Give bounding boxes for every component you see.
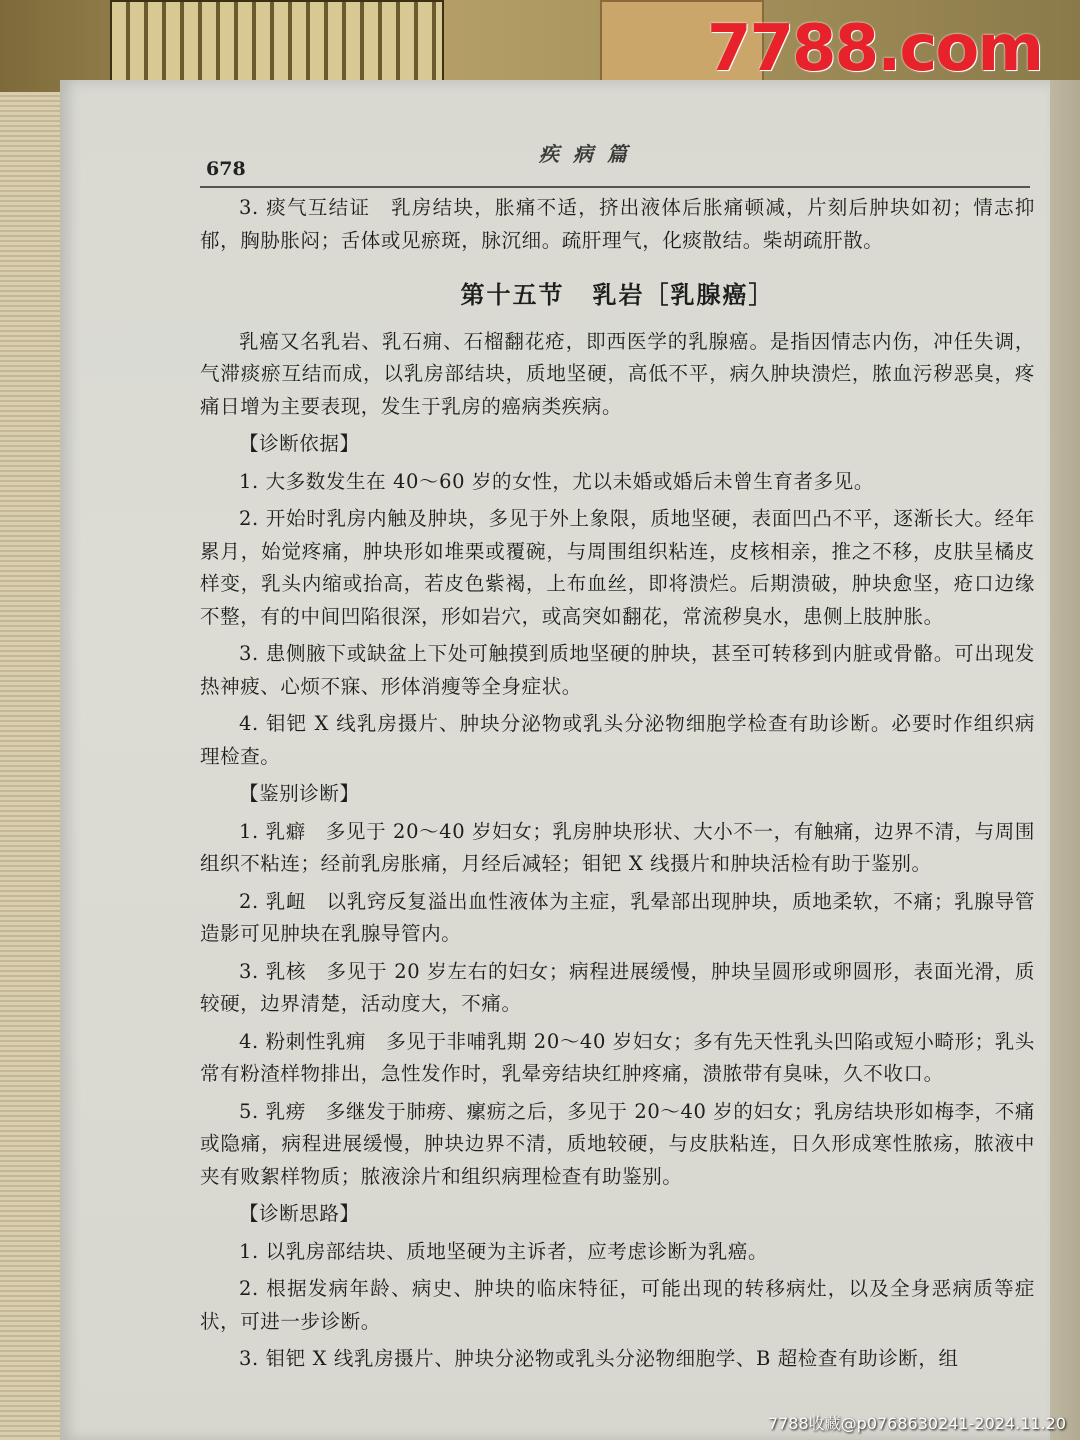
list-item: 2. 开始时乳房内触及肿块，多见于外上象限，质地坚硬，表面凹凸不平，逐渐长大。经年累月，始觉疼痛，肿块形如堆栗或覆碗，与周围组织粘连，皮核相亲，推之不移，皮肤呈橘皮样变，乳头内缩或抬高，若皮色紫褐，上布血丝，即将溃烂。后期溃破，肿块愈坚，疮口边缘不整，有的中间凹陷很深，形如岩穴，或高突如翻花，常流秽臭水，患侧上肢肿胀。 bbox=[200, 507, 1035, 628]
list-item: 3. 乳核 多见于 20 岁左右的妇女；病程进展缓慢，肿块呈圆形或卵圆形，表面光滑，质较硬，边界清楚，活动度大，不痛。 bbox=[200, 959, 1035, 1015]
diagnosis-basis-heading: 【诊断依据】 bbox=[239, 432, 360, 455]
book-page bbox=[60, 80, 1050, 1440]
section-name: 乳岩［乳腺癌］ bbox=[592, 281, 775, 309]
page-body bbox=[200, 192, 1035, 1381]
list-item: 4. 钼钯 X 线乳房摄片、肿块分泌物或乳头分泌物细胞学检查有助诊断。必要时作组织病理检查。 bbox=[200, 712, 1035, 768]
paragraph: 3. 痰气互结证 乳房结块，胀痛不适，挤出液体后胀痛顿减，片刻后肿块如初；情志抑郁，胸胁胀闷；舌体或见瘀斑，脉沉细。疏肝理气，化痰散结。柴胡疏肝散。 bbox=[200, 196, 1035, 252]
watermark-logo: 7788.com bbox=[706, 12, 1042, 86]
intro-paragraph: 乳癌又名乳岩、乳石痈、石榴翻花疮，即西医学的乳腺癌。是指因情志内伤，冲任失调，气滞痰瘀互结而成，以乳房部结块，质地坚硬，高低不平，病久肿块溃烂，脓血污秽恶臭，疼痛日增为主要表现，发生于乳房的癌病类疾病。 bbox=[200, 329, 1035, 418]
header-rule bbox=[200, 186, 1030, 188]
list-item: 1. 乳癖 多见于 20～40 岁妇女；乳房肿块形状、大小不一，有触痛，边界不清，与周围组织不粘连；经前乳房胀痛，月经后减轻；钼钯 X 线摄片和肿块活检有助于鉴别。 bbox=[200, 819, 1035, 875]
list-item: 1. 大多数发生在 40～60 岁的女性，尤以未婚或婚后未曾生育者多见。 bbox=[239, 469, 874, 493]
running-head: 疾病篇 bbox=[539, 142, 641, 166]
differential-diagnosis-heading: 【鉴别诊断】 bbox=[239, 782, 360, 805]
list-item: 2. 乳衄 以乳窍反复溢出血性液体为主症，乳晕部出现肿块，质地柔软，不痛；乳腺导管造影可见肿块在乳腺导管内。 bbox=[200, 889, 1035, 945]
section-title bbox=[200, 279, 1035, 312]
list-item: 1. 以乳房部结块、质地坚硬为主诉者，应考虑诊断为乳癌。 bbox=[239, 1239, 769, 1263]
watermark-footer: 7788收藏@p0768630241-2024.11.20 bbox=[767, 1414, 1066, 1433]
section-number: 第十五节 bbox=[460, 281, 565, 309]
book-spine bbox=[110, 0, 444, 82]
list-item: 5. 乳痨 多继发于肺痨、瘰疬之后，多见于 20～40 岁的妇女；乳房结块形如梅李，不痛或隐痛，病程进展缓慢，肿块边界不清，质地较硬，与皮肤粘连，日久形成寒性脓疡，脓液中夹有败絮样物质；脓液涂片和组织病理检查有助鉴别。 bbox=[200, 1099, 1035, 1188]
page-number: 678 bbox=[206, 158, 246, 180]
list-item: 3. 钼钯 X 线乳房摄片、肿块分泌物或乳头分泌物细胞学、B 超检查有助诊断，组 bbox=[239, 1347, 959, 1370]
diagnosis-approach-heading: 【诊断思路】 bbox=[239, 1202, 360, 1225]
page-stack-edge bbox=[0, 92, 64, 1440]
list-item: 2. 根据发病年龄、病史、肿块的临床特征，可能出现的转移病灶，以及全身恶病质等症状，可进一步诊断。 bbox=[200, 1277, 1035, 1333]
list-item: 3. 患侧腋下或缺盆上下处可触摸到质地坚硬的肿块，甚至可转移到内脏或骨骼。可出现发热神疲、心烦不寐、形体消瘦等全身症状。 bbox=[200, 642, 1035, 698]
list-item: 4. 粉刺性乳痈 多见于非哺乳期 20～40 岁妇女；多有先天性乳头凹陷或短小畸形；乳头常有粉渣样物排出，急性发作时，乳晕旁结块红肿疼痛，溃脓带有臭味，久不收口。 bbox=[200, 1029, 1035, 1085]
